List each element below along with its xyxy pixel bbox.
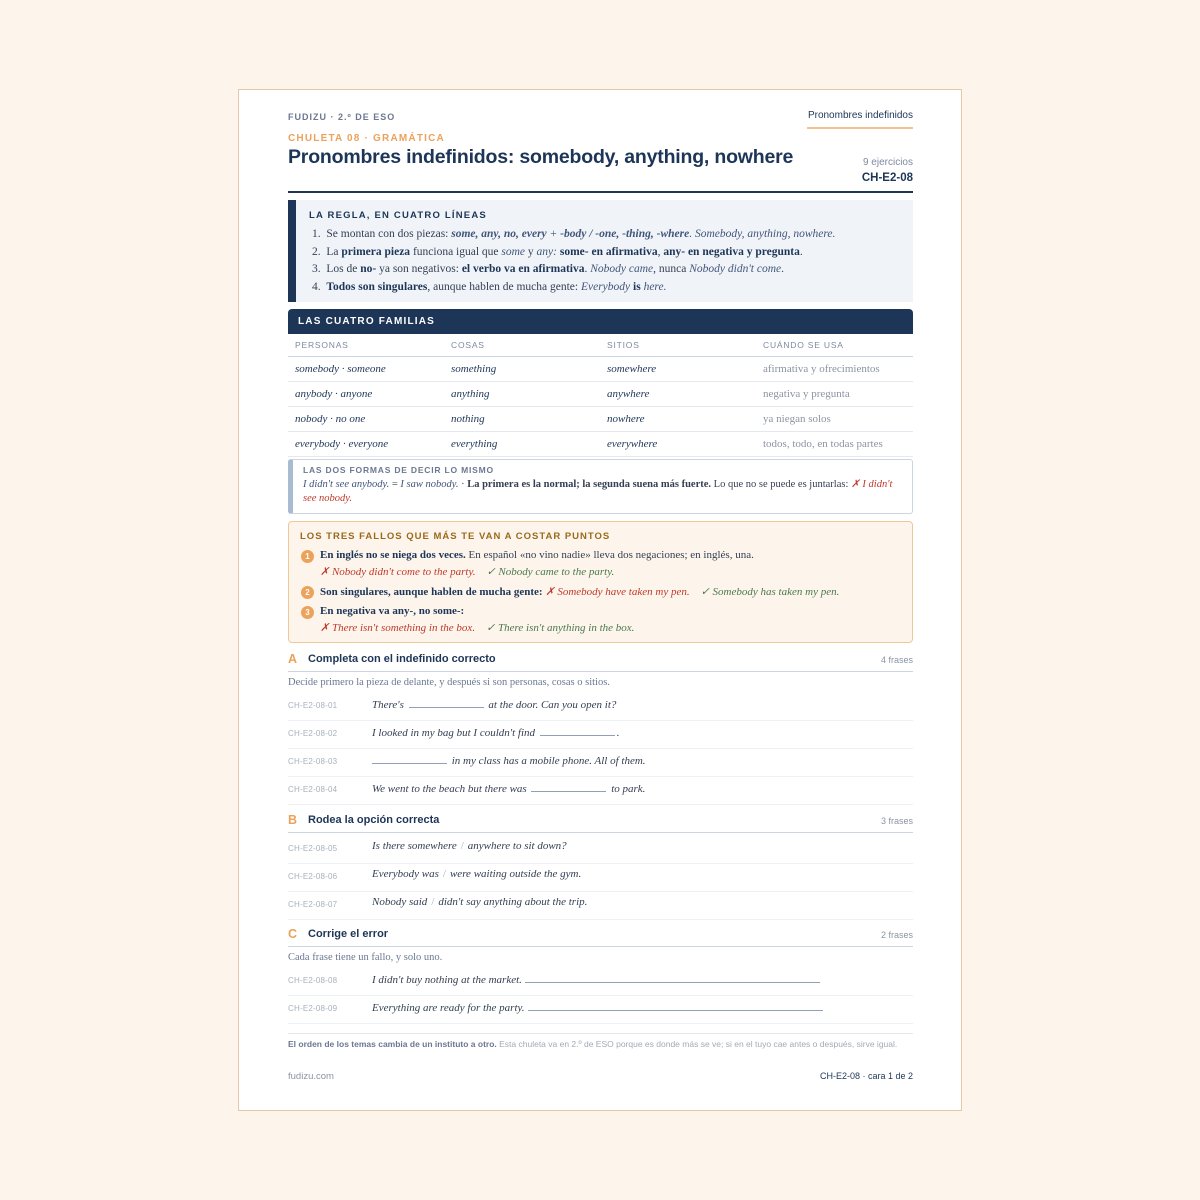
table-cell: anybody · anyone (295, 388, 373, 400)
sentence-part: to park. (611, 783, 646, 795)
exercise-id: CH-E2-08-02 (288, 729, 338, 738)
table-cell: anywhere (607, 388, 650, 400)
exercise-row (288, 720, 913, 749)
exercise-id: CH-E2-08-05 (288, 844, 338, 853)
sentence-part: at the door. Can you open it? (488, 699, 617, 711)
families-table (288, 334, 913, 457)
mistake-text: En negativa va any-, no some-: (320, 605, 465, 617)
exercise-row (288, 748, 913, 777)
table-cell: everything (451, 438, 498, 450)
brand-label: FUDIZU · 2.º DE ESO (288, 112, 396, 122)
section-a-header (288, 650, 913, 672)
exercise-row (288, 995, 913, 1024)
correction-line[interactable] (528, 1000, 823, 1011)
exercise-sentence (372, 868, 581, 880)
rule-heading: LA REGLA, EN CUATRO LÍNEAS (309, 210, 487, 221)
table-cell: nothing (451, 413, 485, 425)
exercise-id: CH-E2-08-04 (288, 785, 338, 794)
table-cell: somewhere (607, 363, 657, 375)
exercise-row (288, 835, 913, 864)
mistake-text: En inglés no se niega dos veces. En español «no vino nadie» lleva dos negaciones; en inglés, una. (320, 549, 754, 561)
exercise-row (288, 863, 913, 892)
table-cell: anything (451, 388, 490, 400)
section-c-instruction: Cada frase tiene un fallo, y solo uno. (288, 952, 443, 963)
section-letter: A (288, 652, 298, 666)
footnote-bold: El orden de los temas cambia de un instituto a otro. (288, 1039, 497, 1049)
footer-site[interactable]: fudizu.com (288, 1071, 334, 1082)
option-b[interactable]: were waiting outside the gym. (449, 868, 582, 880)
sentence-part: I looked in my bag but I couldn't find (372, 727, 536, 739)
two-forms-box (288, 459, 913, 514)
correct-example: ✓ Nobody came to the party. (486, 566, 615, 578)
wrong-example: ✗ Somebody have taken my pen. (545, 586, 690, 598)
col-header-personas: PERSONAS (295, 340, 349, 350)
exercise-sentence (372, 753, 646, 767)
exercise-sentence (372, 725, 620, 739)
exercise-id: CH-E2-08-01 (288, 701, 338, 710)
exercise-sentence (372, 972, 820, 986)
wrong-example: ✗ There isn't something in the box. (320, 622, 476, 634)
exercise-id: CH-E2-08-03 (288, 757, 338, 766)
table-cell: nowhere (607, 413, 645, 425)
answer-blank[interactable] (409, 697, 484, 708)
sentence-part: I didn't buy nothing at the market. (372, 974, 522, 986)
answer-blank[interactable] (372, 753, 447, 764)
option-a[interactable]: Everybody was (372, 868, 439, 880)
exercise-id: CH-E2-08-07 (288, 900, 338, 909)
option-b[interactable]: didn't say anything about the trip. (438, 896, 588, 908)
table-cell: afirmativa y ofrecimientos (763, 363, 880, 375)
table-cell: todos, todo, en todas partes (763, 438, 883, 450)
rule-line-3: 3. Los de no- ya son negativos: el verbo va en afirmativa. Nobody came, nunca Nobody didn't come. (312, 263, 784, 275)
footnote (288, 1033, 913, 1051)
table-cell: everywhere (607, 438, 658, 450)
rule-line-1-text: Se montan con dos piezas: some, any, no, every + -body / -one, -thing, -where. Somebody, anything, nowhere. (326, 228, 836, 240)
sentence-part: There's (372, 699, 404, 711)
answer-blank[interactable] (531, 781, 606, 792)
section-letter: B (288, 813, 298, 827)
families-header-row (288, 334, 913, 357)
two-forms-text: I didn't see anybody. = I saw nobody. · La primera es la normal; la segunda suena más fuerte. Lo que no se puede es juntarlas: ✗ I didn't see nobody. (303, 479, 893, 504)
exercise-id: CH-E2-08-09 (288, 1004, 338, 1013)
section-title: Rodea la opción correcta (308, 814, 440, 826)
table-cell: ya niegan solos (763, 413, 831, 425)
footer-page-info: CH-E2-08 · cara 1 de 2 (819, 1071, 913, 1081)
mistake-examples (320, 621, 634, 634)
section-c-header (288, 925, 913, 947)
col-header-uso: CUÁNDO SE USA (763, 340, 844, 350)
table-cell: something (451, 363, 497, 375)
exercise-sentence (372, 840, 567, 852)
sentence-part: Everything are ready for the party. (372, 1002, 525, 1014)
sheet-code: CH-E2-08 (861, 172, 913, 184)
table-cell: negativa y pregunta (763, 388, 850, 400)
col-header-cosas: COSAS (451, 340, 485, 350)
exercise-id: CH-E2-08-06 (288, 872, 338, 881)
option-separator: / (431, 896, 435, 908)
sheet-kicker: CHULETA 08 · GRAMÁTICA (288, 133, 445, 144)
worksheet-page (238, 89, 962, 1111)
section-title: Completa con el indefinido correcto (308, 653, 496, 665)
exercise-row (288, 776, 913, 805)
table-row (288, 432, 913, 457)
table-row (288, 407, 913, 432)
option-separator: / (442, 868, 446, 880)
sentence-part: in my class has a mobile phone. All of them. (451, 755, 646, 767)
exercise-sentence (372, 781, 645, 795)
option-b[interactable]: anywhere to sit down? (467, 840, 567, 852)
correct-example: ✓ There isn't anything in the box. (486, 622, 635, 634)
section-b-header (288, 811, 913, 833)
sentence-part: . (616, 727, 620, 739)
rule-line-3-text: Los de no- ya son negativos: el verbo va en afirmativa. Nobody came, nunca Nobody didn't come. (326, 263, 784, 275)
footnote-text: Esta chuleta va en 2.º de ESO porque es donde más se ve; si en el tuyo cae antes o después, sirve igual. (496, 1039, 898, 1049)
section-count: 3 frases (880, 816, 913, 826)
rule-line-1: 1. Se montan con dos piezas: some, any, no, every + -body / -one, -thing, -where. Somebody, anything, nowhere. (312, 228, 836, 240)
table-row (288, 357, 913, 382)
wrong-example: ✗ Nobody didn't come to the party. (320, 566, 476, 578)
two-forms-heading: LAS DOS FORMAS DE DECIR LO MISMO (303, 465, 494, 475)
correct-example: ✓ Somebody has taken my pen. (700, 586, 840, 598)
section-a-instruction: Decide primero la pieza de delante, y después si son personas, cosas o sitios. (288, 677, 610, 688)
number-badge: 3 (301, 606, 314, 619)
number-badge: 1 (301, 550, 314, 563)
title-divider (288, 191, 913, 193)
page-title: Pronombres indefinidos: somebody, anything, nowhere (288, 146, 794, 168)
option-separator: / (460, 840, 464, 852)
sentence-part: We went to the beach but there was (372, 783, 527, 795)
col-header-sitios: SITIOS (607, 340, 640, 350)
exercise-sentence (372, 896, 587, 908)
section-count: 2 frases (880, 930, 913, 940)
table-cell: everybody · everyone (295, 438, 389, 450)
rule-list (312, 226, 902, 296)
section-letter: C (288, 927, 298, 941)
exercise-sentence (372, 1000, 823, 1014)
number-badge: 2 (301, 586, 314, 599)
option-a[interactable]: Is there somewhere (372, 840, 457, 852)
correction-line[interactable] (525, 972, 820, 983)
rule-line-4-text: Todos son singulares, aunque hablen de mucha gente: Everybody is here. (326, 280, 667, 293)
exercise-id: CH-E2-08-08 (288, 976, 338, 985)
table-cell: nobody · no one (295, 413, 366, 425)
exercise-sentence (372, 697, 616, 711)
exercise-row (288, 891, 913, 920)
answer-blank[interactable] (540, 725, 615, 736)
mistake-text (320, 585, 839, 598)
mistake-examples (320, 565, 614, 578)
rule-line-4: 4. Todos son singulares, aunque hablen de mucha gente: Everybody is here. (312, 280, 667, 293)
common-mistakes-box (288, 521, 913, 643)
exercise-count: 9 ejercicios (862, 157, 913, 168)
rule-line-2-text: La primera pieza funciona igual que some y any: some- en afirmativa, any- en negativa y pregunta. (326, 245, 803, 258)
exercise-row (288, 692, 913, 721)
mistakes-heading: LOS TRES FALLOS QUE MÁS TE VAN A COSTAR PUNTOS (300, 531, 611, 542)
table-cell: somebody · someone (295, 363, 386, 375)
rule-box (288, 200, 913, 302)
topic-label: Pronombres indefinidos (807, 110, 913, 129)
mistake-text-main: Son singulares, aunque hablen de mucha gente: (320, 586, 543, 598)
option-a[interactable]: Nobody said (372, 896, 428, 908)
exercise-row (288, 967, 913, 996)
section-title: Corrige el error (308, 928, 389, 940)
table-row (288, 382, 913, 407)
families-heading: LAS CUATRO FAMILIAS (288, 309, 913, 334)
section-count: 4 frases (880, 655, 913, 665)
rule-line-2: 2. La primera pieza funciona igual que some y any: some- en afirmativa, any- en negativa y pregunta. (312, 245, 803, 258)
